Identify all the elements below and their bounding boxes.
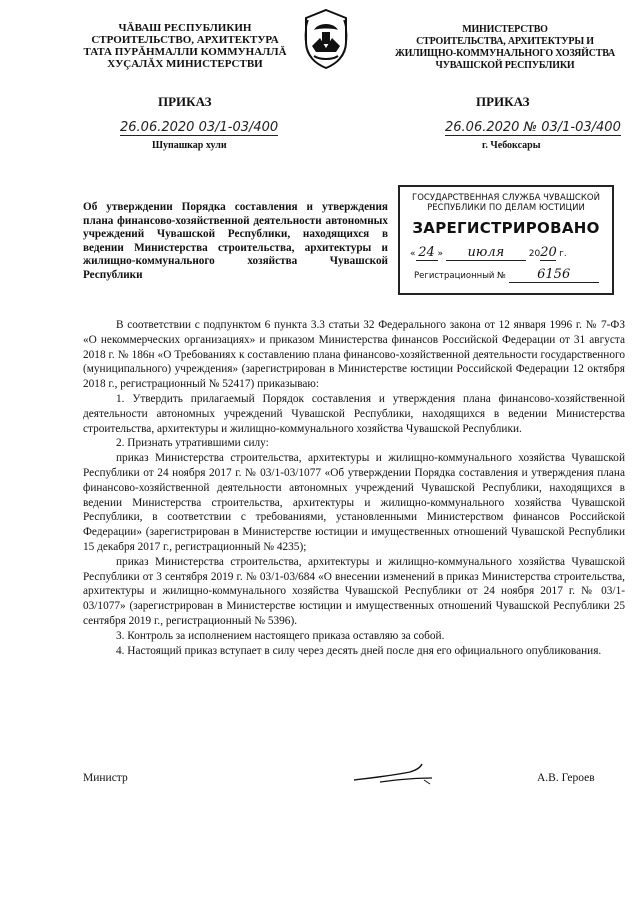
stamp-line-1: ГОСУДАРСТВЕННАЯ СЛУЖБА ЧУВАШСКОЙ (412, 193, 600, 203)
body-paragraph: приказ Министерства строительства, архитектуры и жилищно-коммунального хозяйства Чувашской Республики от 3 сентября 2019 г. № 03/1-03/684 «О внесении изменений в приказ Министерства строительства, архитектуры и жилищно-коммунального хозяйства Чувашской Республики от 24 ноября 2017 г. № 03/1-03/1077» (зарегистрирован в Министерстве юстиции и имущественных отношений Чувашской Республики 25 сентября 2019 г., регистрационный № 5396). (83, 555, 625, 627)
coat-of-arms-icon (300, 8, 352, 70)
document-body (83, 318, 625, 658)
order-place-right: г. Чебоксары (482, 140, 541, 151)
stamp-day: 24 (416, 245, 438, 261)
ministry-name-chuvash (60, 22, 310, 70)
body-paragraph: В соответствии с подпунктом 6 пункта 3.3 статьи 32 Федерального закона от 12 января 1996 г. № 7-ФЗ «О некоммерческих организациях» и приказом Министерства финансов Российской Федерации от 31 августа 2018 г. № 186н «О Требованиях к составлению плана финансово-хозяйственной деятельности государственного (муниципального) учреждения» (зарегистрирован в Министерстве юстиции Российской Федерации 12 октября 2018 г., регистрационный № 52417) приказываю: (83, 319, 625, 391)
stamp-reg-label: Регистрационный № (414, 271, 506, 281)
signatory-role: Министр (83, 772, 128, 784)
body-paragraph: 1. Утвердить прилагаемый Порядок составления и утверждения плана финансово-хозяйственной деятельности автономных учреждений Чувашской Республики, находящихся в ведении Министерства строительства, архитектуры и жилищно-коммунального хозяйства Чувашской Республики. (83, 392, 625, 435)
header-left-line: ХУÇАЛĂХ МИНИСТЕРСТВИ (107, 58, 263, 70)
header-right-line: МИНИСТЕРСТВО (462, 24, 548, 35)
header-left-line: СТРОИТЕЛЬСТВО, АРХИТЕКТУРА (91, 34, 279, 46)
stamp-reg-number: 6156 (509, 267, 599, 283)
stamp-year-prefix: 20 (528, 249, 541, 259)
registration-stamp (398, 185, 614, 295)
header-left-line: ЧĂВАШ РЕСПУБЛИКИН (118, 22, 252, 34)
header-right-line: ЖИЛИЩНО-КОММУНАЛЬНОГО ХОЗЯЙСТВА (394, 48, 616, 59)
stamp-reg (400, 267, 612, 283)
header-right-line: ЧУВАШСКОЙ РЕСПУБЛИКИ (435, 60, 575, 71)
stamp-year-end: г. (559, 249, 567, 259)
signatory-name: А.В. Героев (537, 772, 595, 784)
order-place-left: Шупашкар хули (152, 140, 227, 151)
order-number-left: 26.06.2020 03/1-03/400 (120, 120, 279, 135)
header-right-line: СТРОИТЕЛЬСТВА, АРХИТЕКТУРЫ И (416, 36, 594, 47)
body-paragraph: приказ Министерства строительства, архитектуры и жилищно-коммунального хозяйства Чувашской Республики от 24 ноября 2017 г. № 03/1-03/1077 «Об утверждении Порядка составления и утверждения плана финансово-хозяйственной деятельности автономных учреждений Чувашской Республики, находящихся в ведении Министерства строительства, архитектуры и жилищно-коммунального хозяйства Чувашской Республики, в соответствии с требованиями, установленными Министерством финансов Российской Федерации» (зарегистрирован в Министерстве юстиции и имущественных отношений Чувашской Республики 15 декабря 2017 г., регистрационный № 4235); (83, 452, 625, 553)
document-title: Об утверждении Порядка составления и утверждения плана финансово-хозяйственной деятельности автономных учреждений Чувашской Республики, находящихся в ведении Министерства строительства, архитектуры и жилищно-коммунального хозяйства Чувашской Республики (83, 201, 388, 281)
order-number-right: 26.06.2020 № 03/1-03/400 (445, 120, 621, 135)
body-paragraph: 4. Настоящий приказ вступает в силу через десять дней после дня его официального опубликования. (116, 644, 602, 657)
stamp-line-2: РЕСПУБЛИКИ ПО ДЕЛАМ ЮСТИЦИИ (427, 203, 585, 213)
signature-icon (350, 760, 440, 790)
order-word-left: ПРИКАЗ (158, 94, 212, 109)
header-left-line: ТАТА ПУРĂНМАЛЛИ КОММУНАЛЛĂ (83, 46, 287, 58)
stamp-registered: ЗАРЕГИСТРИРОВАНО (412, 219, 600, 237)
ministry-name-russian (380, 24, 630, 72)
order-word-right: ПРИКАЗ (476, 94, 530, 109)
stamp-date: « 24 » июля 2020 г. (410, 245, 567, 260)
stamp-year-suffix: 20 (540, 245, 557, 260)
body-paragraph: 2. Признать утратившими силу: (116, 437, 269, 450)
stamp-month: июля (446, 245, 526, 261)
body-paragraph: 3. Контроль за исполнением настоящего приказа оставляю за собой. (116, 629, 445, 642)
